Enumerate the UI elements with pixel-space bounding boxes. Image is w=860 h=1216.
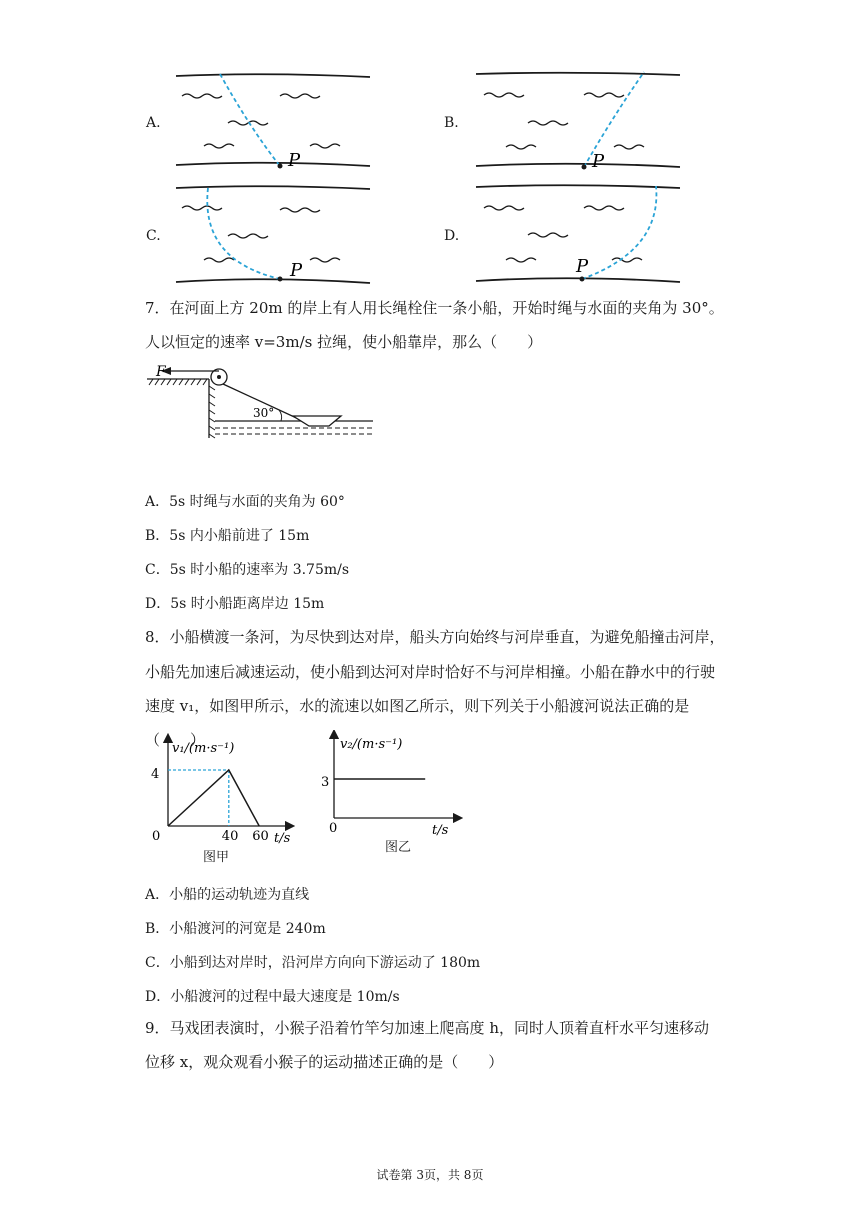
water-waves (182, 206, 340, 262)
force-label: F (156, 364, 166, 380)
river-banks (176, 74, 370, 166)
question-9-line-2: 位移 x，观众观看小猴子的运动描述正确的是（ ） (145, 1053, 504, 1071)
graph-a-caption: 图甲 (203, 850, 230, 865)
boat-path-dashed (207, 188, 280, 279)
question-8-line-1: 8．小船横渡一条河，为尽快到达对岸，船头方向始终与河岸垂直，为避免船撞击河岸， (145, 628, 725, 646)
q8-choice-d[interactable]: D．小船渡河的过程中最大速度是 10m/s (145, 989, 400, 1005)
boat-path-dashed (220, 74, 280, 166)
point-p-label: P (592, 151, 605, 172)
q8-choice-c[interactable]: C．小船到达对岸时，沿河岸方向向下游运动了 180m (145, 955, 481, 971)
x-tick-60: 60 (252, 829, 269, 844)
option-d-label: D. (444, 228, 460, 244)
point-p-label: P (290, 260, 303, 281)
water-waves (484, 206, 642, 262)
question-7-line-2: 人以恒定的速率 v=3m/s 拉绳，使小船靠岸，那么（ ） (145, 333, 543, 351)
x-axis-label: t/s (432, 823, 449, 838)
option-a-label: A. (146, 115, 161, 131)
q8-choice-a[interactable]: A．小船的运动轨迹为直线 (145, 887, 310, 903)
river-figure-c (170, 180, 375, 290)
graph-b (318, 730, 478, 846)
y-tick-3: 3 (321, 775, 330, 790)
q8-choice-b[interactable]: B．小船渡河的河宽是 240m (145, 921, 326, 937)
pulley-figure (143, 362, 378, 442)
question-8-line-2: 小船先加速后减速运动，使小船到达河对岸时恰好不与河岸相撞。小船在静水中的行驶 (145, 663, 716, 681)
point-p-label: P (576, 256, 589, 277)
water-waves (484, 93, 644, 149)
point-p-dot (278, 164, 283, 169)
boat-path-dashed (582, 186, 656, 279)
point-p-dot (278, 277, 283, 282)
x-tick-0: 0 (329, 821, 338, 836)
graph-b-caption: 图乙 (385, 840, 412, 855)
y-axis-label: v₂/(m·s⁻¹) (340, 737, 403, 752)
point-p-dot (580, 277, 585, 282)
graph-a (140, 730, 300, 846)
y-axis-label: v₁/(m·s⁻¹) (172, 741, 235, 756)
river-banks (176, 186, 370, 283)
point-p-dot (582, 165, 587, 170)
river-figure-a (170, 68, 375, 176)
wall-hatching (209, 386, 215, 438)
y-tick-4: 4 (151, 767, 160, 782)
q7-choice-b[interactable]: B．5s 内小船前进了 15m (145, 528, 310, 544)
point-p-label: P (288, 150, 301, 171)
q7-choice-c[interactable]: C．5s 时小船的速率为 3.75m/s (145, 562, 350, 578)
angle-label: 30° (253, 406, 275, 420)
q7-choice-d[interactable]: D．5s 时小船距离岸边 15m (145, 596, 325, 612)
question-7-line-1: 7．在河面上方 20m 的岸上有人用长绳栓住一条小船，开始时绳与水面的夹角为 30°。 (145, 299, 724, 317)
option-b-label: B. (444, 115, 459, 131)
river-figure-d (472, 180, 684, 290)
river-figure-b (472, 68, 684, 176)
option-c-label: C. (146, 228, 161, 244)
pulley-axle (217, 375, 221, 379)
x-tick-40: 40 (221, 829, 239, 844)
boat (293, 416, 341, 426)
q7-choice-a[interactable]: A．5s 时绳与水面的夹角为 60° (145, 494, 345, 510)
question-8-line-3: 速度 v₁，如图甲所示，水的流速以如图乙所示，则下列关于小船渡河说法正确的是（ ） (145, 697, 690, 749)
river-banks (476, 73, 680, 167)
series-v1-line (168, 770, 259, 826)
x-axis-label: t/s (274, 831, 291, 846)
x-tick-0: 0 (152, 829, 161, 844)
question-9-line-1: 9．马戏团表演时，小猴子沿着竹竿匀加速上爬高度 h，同时人顶着直杆水平匀速移动 (145, 1019, 709, 1037)
page-footer: 试卷第 3页，共 8页 (376, 1168, 484, 1182)
